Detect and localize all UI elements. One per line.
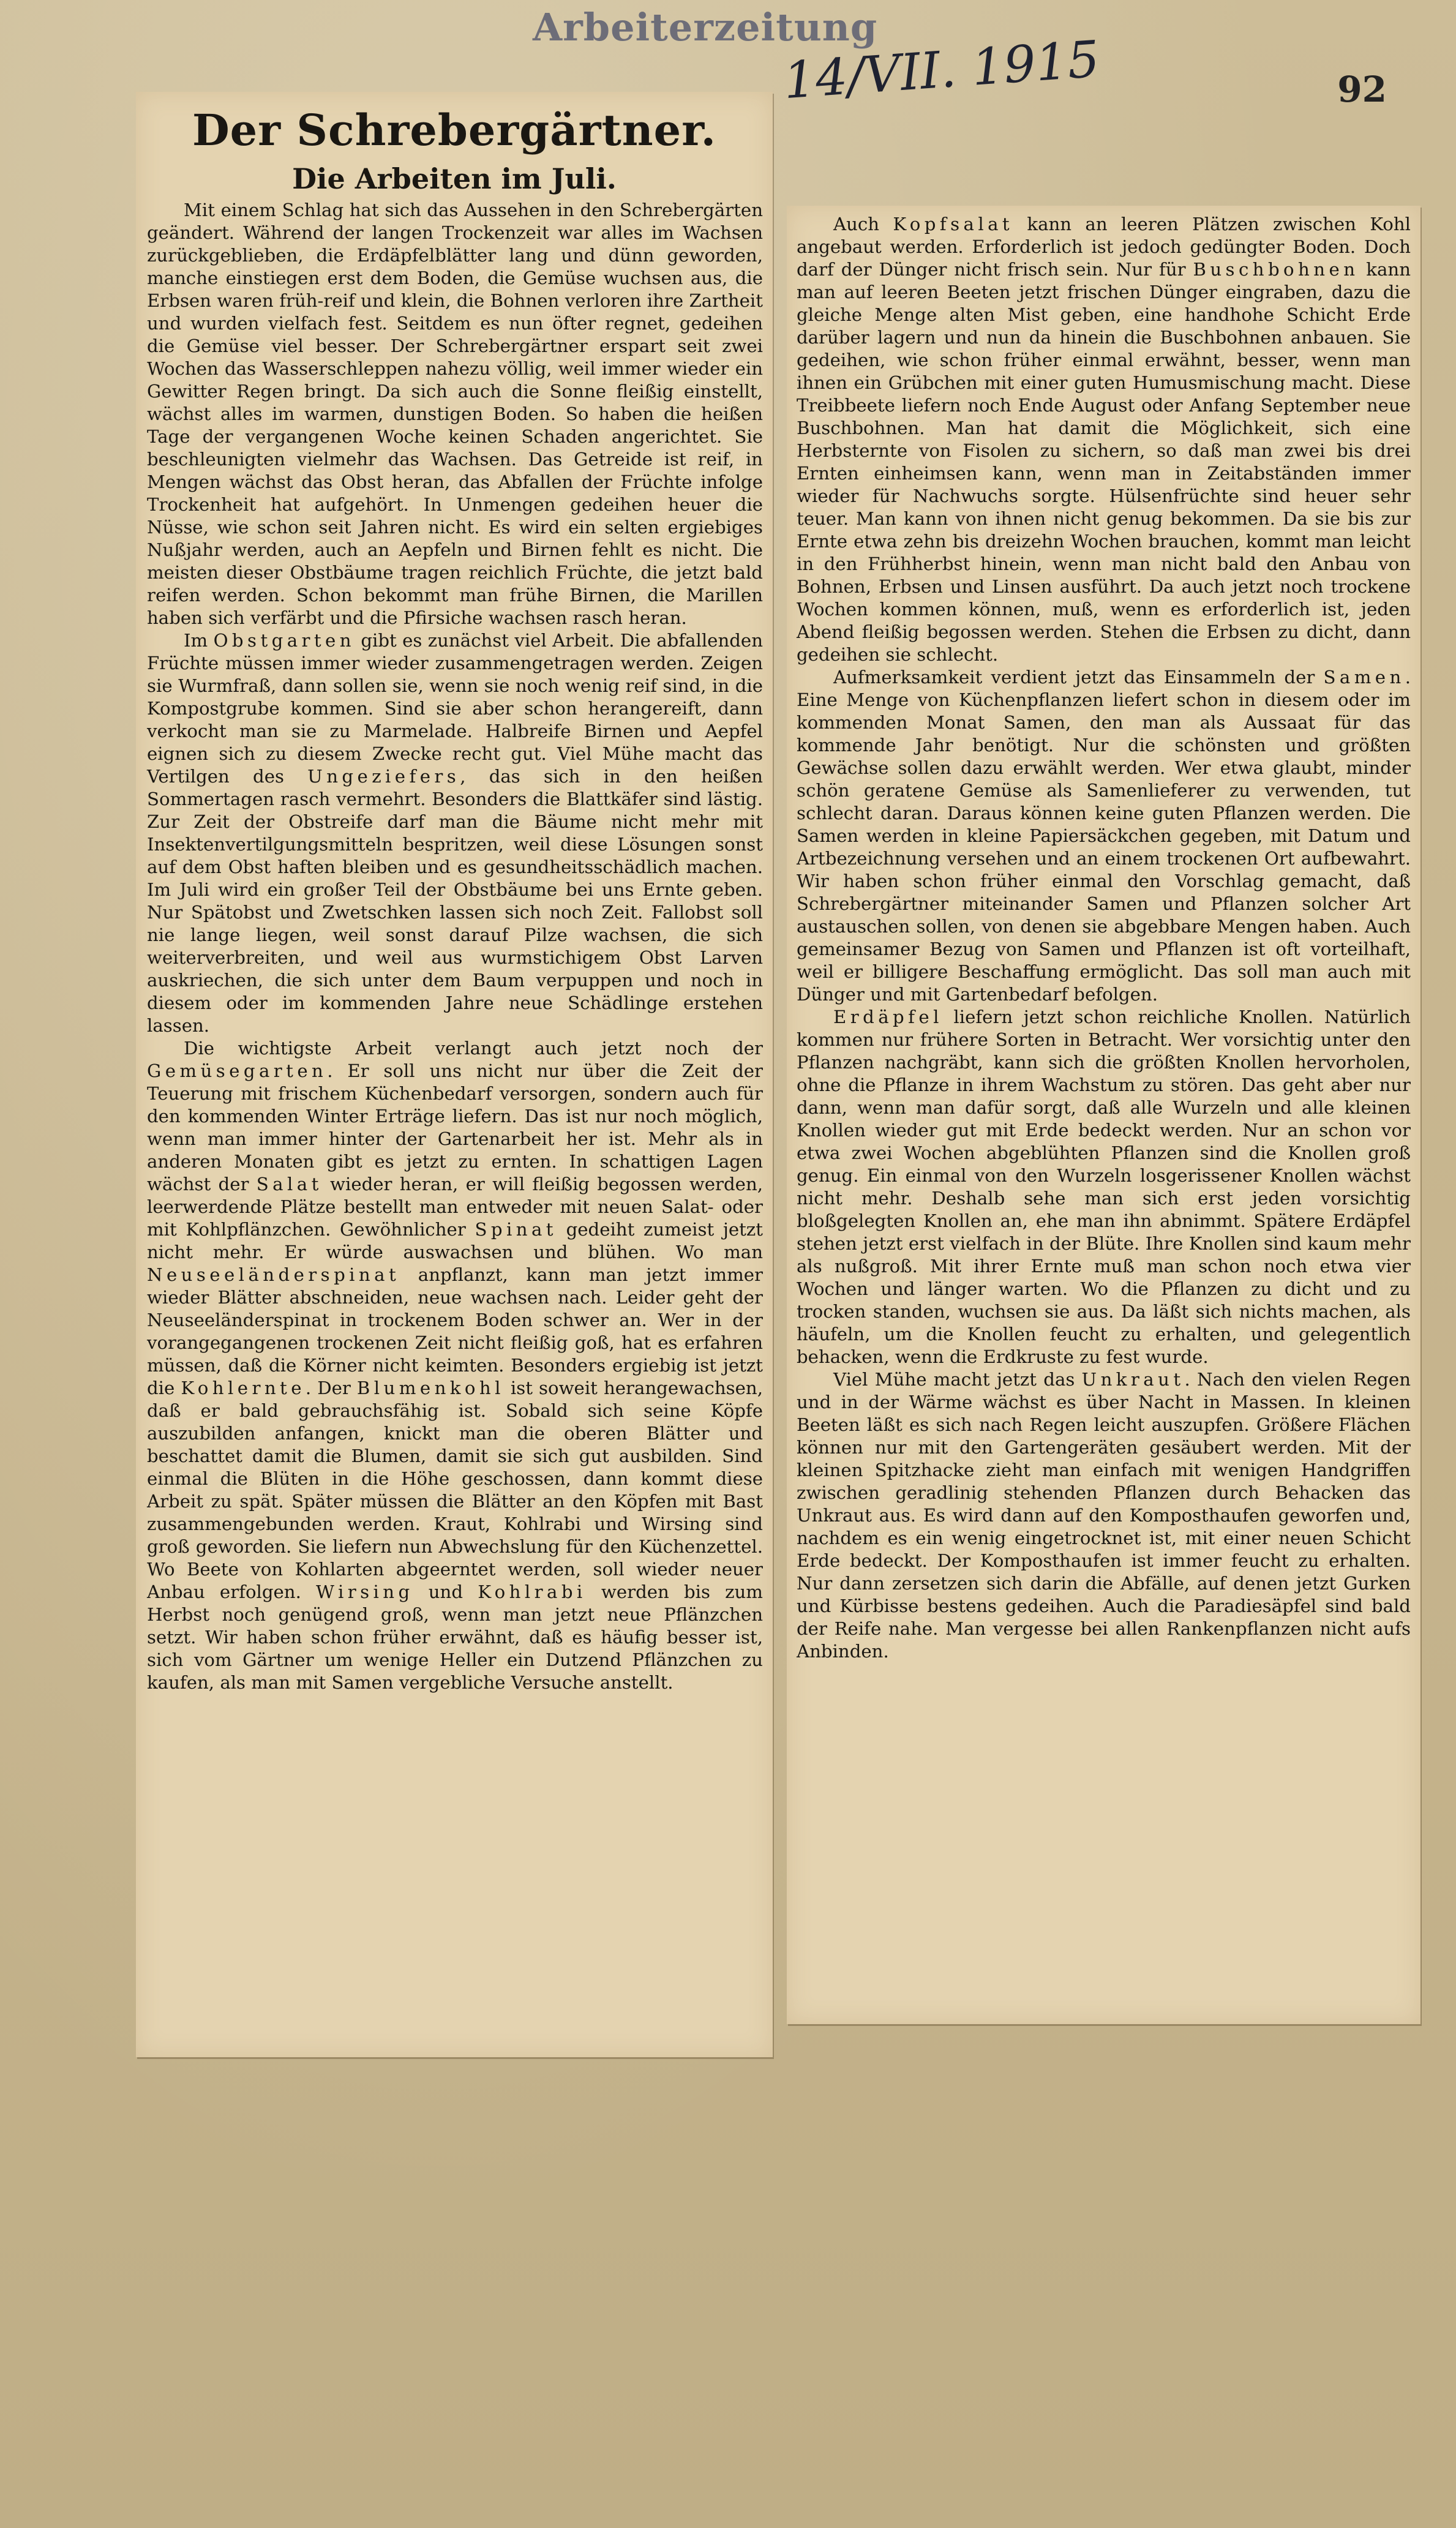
- spaced-keyword: Blumenkohl: [356, 1378, 505, 1398]
- spaced-keyword: Buschbohnen: [1193, 259, 1359, 280]
- handwritten-date: 14/VII. 1915: [781, 30, 1101, 111]
- spaced-keyword: Obstgarten: [213, 630, 355, 651]
- spaced-keyword: Salat: [256, 1174, 323, 1195]
- spaced-keyword: Gemüsegarten: [147, 1060, 328, 1081]
- clipping-right: [787, 206, 1420, 2024]
- spaced-keyword: Kohlernte: [181, 1378, 306, 1398]
- spaced-keyword: Neuseeländerspinat: [147, 1264, 400, 1285]
- article-title: Der Schrebergärtner.: [192, 105, 717, 156]
- spaced-keyword: Samen: [1323, 667, 1405, 688]
- spaced-keyword: Unkraut: [1081, 1369, 1185, 1390]
- spaced-keyword: Spinat: [475, 1219, 557, 1240]
- article-subtitle: Die Arbeiten im Juli.: [292, 162, 617, 195]
- clipping-left: [136, 92, 773, 2057]
- spaced-keyword: Kohlrabi: [478, 1581, 587, 1602]
- paragraph: Im Obstgarten gibt es zunächst viel Arbeit. Die abfallenden Früchte müssen immer wieder zusammengetragen werden. Zeigen sie Wurmfraß, dann sollen sie, wenn sie noch wenig reif sind, in die Kompostgrube kommen. Sind sie aber schon herangereift, dann verkocht man sie zu Marmelade. Halbreife Birnen und Aepfel eignen sich zu diesem Zwecke recht gut. Viel Mühe macht das Vertilgen des Ungeziefers, das sich in den heißen Sommertagen rasch vermehrt. Besonders die Blattkäfer sind lästig. Zur Zeit der Obstreife darf man die Bäume nicht mehr mit Insektenvertilgungsmitteln bespritzen, weil diese Lösungen sonst auf dem Obst haften bleiben und es gesundheitsschädlich machen. Im Juli wird ein großer Teil der Obstbäume bei uns Ernte geben. Nur Spätobst und Zwetschken lassen sich noch Zeit. Fallobst soll nie lange liegen, weil sonst darauf Pilze wachsen, die sich weiterverbreiten, und weil aus wurmstichigem Obst Larven auskriechen, die sich unter dem Baum verpuppen und noch in diesem oder im kommenden Jahre neue Schädlinge erstehen lassen.: [147, 630, 763, 1036]
- spaced-keyword: Kopfsalat: [893, 214, 1014, 234]
- paragraph: Aufmerksamkeit verdient jetzt das Einsammeln der Samen. Eine Menge von Küchenpflanzen liefert schon in diesem oder im kommenden Monat Samen, den man als Aussaat für das kommende Jahr benötigt. Nur die schönsten und größten Gewächse sollen dazu erwählt werden. Wer etwa glaubt, minder schön geratene Gemüse als Samenlieferer zu verwenden, tut schlecht daran. Daraus können keine guten Pflanzen werden. Die Samen werden in kleine Papiersäckchen gegeben, mit Datum und Artbezeichnung versehen und an einem trockenen Ort aufbewahrt. Wir haben schon früher einmal den Vorschlag gemacht, daß Schrebergärtner miteinander Samen und Pflanzen solcher Art austauschen sollen, von denen sie abgebbare Mengen haben. Auch gemeinsamer Bezug von Samen und Pflanzen ist oft vorteilhaft, weil er billigere Beschaffung ermöglicht. Das soll man auch mit Dünger und mit Gartenbedarf befolgen.: [797, 667, 1411, 1005]
- text-column-left: [147, 199, 763, 2048]
- text-column-right: [797, 213, 1411, 2013]
- newspaper-stamp: Arbeiterzeitung: [533, 5, 878, 50]
- paragraph: Auch Kopfsalat kann an leeren Plätzen zwischen Kohl angebaut werden. Erforderlich ist jedoch gedüngter Boden. Doch darf der Dünger nicht frisch sein. Nur für Buschbohnen kann man auf leeren Beeten jetzt frischen Dünger eingraben, dazu die gleiche Menge alten Mist geben, eine handhohe Schicht Erde darüber lagern und nun da hinein die Buschbohnen anbauen. Sie gedeihen, wie schon früher einmal erwähnt, besser, wenn man ihnen ein Grübchen mit einer guten Humusmischung macht. Diese Treibbeete liefern noch Ende August oder Anfang September neue Buschbohnen. Man hat damit die Möglichkeit, sich eine Herbsternte von Fisolen zu sichern, so daß man zwei bis drei Ernten einheimsen kann, wenn man in Zeitabständen immer wieder für Nachwuchs sorgte. Hülsenfrüchte sind heuer sehr teuer. Man kann von ihnen nicht genug bekommen. Da sie bis zur Ernte etwa zehn bis dreizehn Wochen brauchen, kommt man leicht in den Frühherbst hinein, wenn man nicht bald den Anbau von Bohnen, Erbsen und Linsen ausführt. Da auch jetzt noch trockene Wochen kommen können, muß, wenn es erforderlich ist, jeden Abend fleißig begossen werden. Stehen die Erbsen zu dicht, dann gedeihen sie schlecht.: [797, 214, 1411, 665]
- spaced-keyword: Erdäpfel: [833, 1007, 943, 1027]
- paragraph: Viel Mühe macht jetzt das Unkraut. Nach den vielen Regen und in der Wärme wächst es über Nacht in Massen. In kleinen Beeten läßt es sich nach Regen leicht auszupfen. Größere Flächen können nur mit den Gartengeräten gesäubert werden. Mit der kleinen Spitzhacke zieht man einfach mit wenigen Handgriffen zwischen geradlinig stehenden Pflanzen durch Behacken das Unkraut aus. Es wird dann auf den Komposthaufen geworfen und, nachdem es ein wenig eingetrocknet ist, mit einer neuen Schicht Erde bedeckt. Der Komposthaufen ist immer feucht zu erhalten. Nur dann zersetzen sich darin die Abfälle, auf denen jetzt Gurken und Kürbisse bestens gedeihen. Auch die Paradiesäpfel sind bald der Reife nahe. Man vergesse bei allen Rankenpflanzen nicht aufs Anbinden.: [797, 1369, 1411, 1662]
- paragraph: Mit einem Schlag hat sich das Aussehen in den Schrebergärten geändert. Während der langen Trockenzeit war alles im Wachsen zurückgeblieben, die Erdäpfelblätter lang und dünn geworden, manche einstiegen erst dem Boden, die Gemüse wuchsen aus, die Erbsen waren früh-reif und klein, die Bohnen verloren ihre Zartheit und wurden vielfach fest. Seitdem es nun öfter regnet, gedeihen die Gemüse viel besser. Der Schrebergärtner erspart seit zwei Wochen das Wasserschleppen nahezu völlig, weil immer wieder ein Gewitter Regen bringt. Da sich auch die Sonne fleißig einstellt, wächst alles im warmen, dunstigen Boden. So haben die heißen Tage der vergangenen Woche keinen Schaden angerichtet. Sie beschleunigten vielmehr das Wachsen. Das Getreide ist reif, in Mengen wächst das Obst heran, das Abfallen der Früchte infolge Trockenheit hat aufgehört. In Unmengen gedeihen heuer die Nüsse, wie schon seit Jahren nicht. Es wird ein selten ergiebiges Nußjahr werden, auch an Aepfeln und Birnen fehlt es nicht. Die meisten dieser Obstbäume tragen reichlich Früchte, die jetzt bald reifen werden. Schon bekommt man frühe Birnen, die Marillen haben sich verfärbt und die Pfirsiche wachsen rasch heran.: [147, 200, 763, 628]
- spaced-keyword: Wirsing: [316, 1581, 414, 1602]
- paragraph: Die wichtigste Arbeit verlangt auch jetzt noch der Gemüsegarten. Er soll uns nicht nur über die Zeit der Teuerung mit frischem Küchenbedarf versorgen, sondern auch für den kommenden Winter Erträge liefern. Das ist nur noch möglich, wenn man immer hinter der Gartenarbeit her ist. Mehr als in anderen Monaten gibt es jetzt zu ernten. In schattigen Lagen wächst der Salat wieder heran, er will fleißig begossen werden, leerwerdende Plätze bestellt man entweder mit neuen Salat- oder mit Kohlpflänzchen. Gewöhnlicher Spinat gedeiht zumeist jetzt nicht mehr. Er würde auswachsen und blühen. Wo man Neuseeländerspinat anpflanzt, kann man jetzt immer wieder Blätter abschneiden, neue wachsen nach. Leider geht der Neuseeländerspinat in trockenem Boden schwer an. Wer in der vorangegangenen trockenen Zeit nicht fleißig goß, hat es erfahren müssen, daß die Körner nicht keimten. Besonders ergiebig ist jetzt die Kohlernte. Der Blumenkohl ist soweit herangewachsen, daß er bald gebrauchsfähig ist. Sobald sich seine Köpfe auszubilden anfangen, knickt man die oberen Blätter und beschattet damit die Blumen, damit sie sich gut ausbilden. Sind einmal die Blüten in die Höhe geschossen, dann kommt diese Arbeit zu spät. Später müssen die Blätter an den Köpfen mit Bast zusammengebunden werden. Kraut, Kohlrabi und Wirsing sind groß geworden. Sie liefern nun Abwechslung für den Küchenzettel. Wo Beete von Kohlarten abgeerntet werden, soll wieder neuer Anbau erfolgen. Wirsing und Kohlrabi werden bis zum Herbst noch genügend groß, wenn man jetzt neue Pflänzchen setzt. Wir haben schon früher erwähnt, daß es häufig besser ist, sich vom Gärtner um wenige Heller ein Dutzend Pflänzchen zu kaufen, als man mit Samen vergebliche Versuche anstellt.: [147, 1038, 764, 1693]
- paragraph: Erdäpfel liefern jetzt schon reichliche Knollen. Natürlich kommen nur frühere Sorten in Betracht. Wer vorsichtig unter den Pflanzen nachgräbt, kann sich die größten Knollen hervorholen, ohne die Pflanze in ihrem Wachstum zu stören. Das geht aber nur dann, wenn man dafür sorgt, daß alle Wurzeln und alle kleinen Knollen wieder gut mit Erde bedeckt werden. Nur an schon vor etwa zwei Wochen abgeblühten Pflanzen sind die Knollen groß genug. Ein einmal von den Wurzeln losgerissener Knollen wächst nicht mehr. Deshalb sehe man sich erst jeden vorsichtig bloßgelegten Knollen an, ehe man ihn abnimmt. Spätere Erdäpfel stehen jetzt erst vielfach in der Blüte. Ihre Knollen sind kaum mehr als nußgroß. Mit ihrer Ernte muß man schon noch etwa vier Wochen und länger warten. Wo die Pflanzen zu dicht und zu trocken standen, wuchsen sie aus. Da läßt sich nichts machen, als häufeln, um die Knollen feucht zu erhalten, und gelegentlich behacken, wenn die Erdkruste zu fest wurde.: [797, 1007, 1411, 1367]
- spaced-keyword: Ungeziefers: [307, 766, 460, 787]
- page-number: 92: [1337, 69, 1387, 110]
